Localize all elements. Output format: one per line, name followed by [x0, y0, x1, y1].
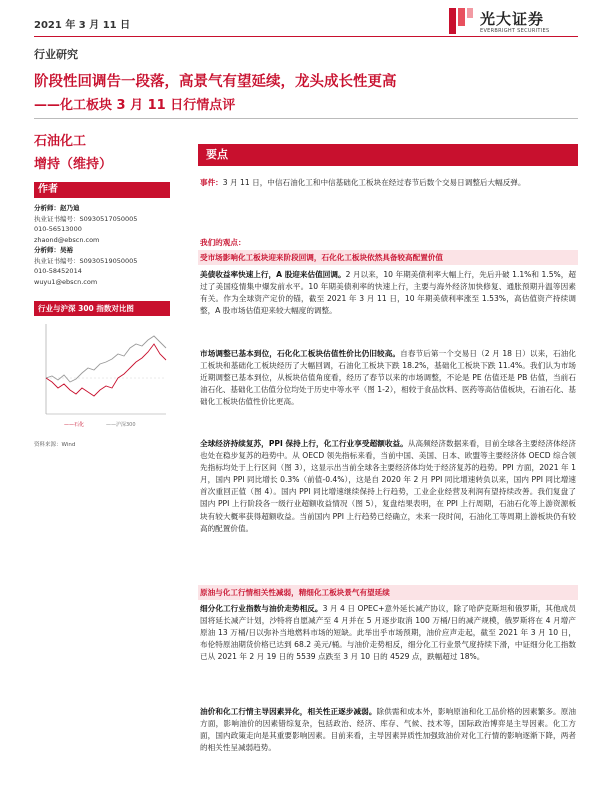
- chart-plot: [34, 318, 170, 438]
- report-subtitle: ——化工板块 3 月 11 日行情点评: [34, 98, 236, 113]
- paragraph-text: 3 月 4 日 OPEC+意外延长减产协议，除了哈萨克斯坦和俄罗斯，其他成员国将延长减产计划，沙特将自愿减产至 4 月并在 5 月逐步取消 100 万桶/日的减产规模，俄罗斯将在 4 月增产原油 13 万桶/日以弥补当地燃料市场的短缺。此举出乎市场预期，油价应声走起，截至 2021 年 3 月 10 日，布伦特原油期货价格已达到 68.2 美元/桶。与油价走势相反，细分化工行业景气度持续下滑，中证细分化工指数已从 2021 年 2 月 19 日的 5539 点跌至 3 月 10 日的 4529 点，跌幅超过 18%。: [200, 604, 576, 662]
- views-heading: 我们的观点：: [200, 238, 246, 247]
- event-label: 事件：: [200, 178, 223, 187]
- analyst-email[interactable]: wuyu1@ebscn.com: [34, 277, 98, 286]
- doc-type: 行业研究: [34, 48, 78, 61]
- subsection-heading-2: 原油与化工行情相关性减弱，精细化工板块景气有望延续: [198, 585, 578, 600]
- paragraph-lead: 美债收益率快速上行，A 股迎来估值回调。: [200, 270, 346, 279]
- paragraph-4: [200, 603, 576, 663]
- company-logo: [448, 6, 578, 40]
- event-text: 3 月 11 日，中信石油化工和中信基础化工板块在经过春节后数个交易日调整后大幅反弹。: [222, 178, 526, 187]
- paragraph-2: [200, 348, 576, 408]
- subsection-heading-1: 受市场影响化工板块迎来阶段回调，石化化工板块依然具备较高配置价值: [198, 250, 578, 265]
- chart-legend-csi300: ——沪深300: [106, 422, 136, 428]
- chart-series-petrochem: [46, 344, 166, 396]
- paragraph-lead: 全球经济持续复苏，PPI 保持上行，化工行业享受超额收益。: [200, 439, 408, 448]
- analyst-phone: 010-56513000: [34, 225, 82, 233]
- paragraph-lead: 细分化工行业指数与油价走势相反。: [200, 604, 323, 613]
- analyst-license: 执业证书编号：S0930519050005: [34, 256, 138, 265]
- paragraph-text: 自春节后第一个交易日（2 月 18 日）以来，石油化工板块和基础化工板块经历了大幅回调，石油化工板块下跌 18.2%，基础化工板块下跌 11.4%。我们认为市场近期调整已基本到位，从板块估值角度看，经历了春节以来的市场调整，不论是 PE 估值还是 PB 估值，当前石油石化、基础化工估值分位均处于历史中等水平（图 1-2），相较于食品饮料、医药等高估值板块，石油石化、基础化工板块估值性价比更高。: [200, 349, 577, 407]
- chart-series-csi300: [46, 336, 166, 382]
- chart-source: 资料来源：Wind: [34, 442, 76, 448]
- report-title: 阶段性回调告一段落，高景气有望延续，龙头成长性更高: [34, 74, 397, 90]
- sector-name: 石油化工: [34, 134, 87, 149]
- logo-text-en: EVERBRIGHT SECURITIES: [480, 28, 550, 34]
- paragraph-lead: 市场调整已基本到位，石化化工板块估值性价比仍旧较高。: [200, 349, 401, 358]
- chart-legend-petrochem: ——石化: [64, 422, 85, 428]
- analyst-card: [34, 203, 170, 287]
- paragraph-3: [200, 438, 576, 535]
- logo-text-cn: 光大证券: [480, 10, 545, 28]
- section-header-key-points: 要点: [198, 144, 578, 166]
- report-date: 2021 年 3 月 11 日: [34, 20, 131, 31]
- paragraph-lead: 油价和化工行情主导因素异化，相关性正逐步减弱。: [200, 707, 377, 716]
- title-divider: [34, 118, 578, 119]
- rating: 增持（维持）: [34, 157, 113, 172]
- paragraph-text: 除供需和成本外，影响原油和化工品价格的因素繁多。原油方面，影响油价的因素错综复杂，包括政治、经济、库存、气候、技术等，国际政治博弈是主导因素。化工方面，国内政策走向是其重要影响因素。目前来看，主导因素异质性加强致油价对化工行情的影响逐渐下降，两者的相关性呈减弱趋势。: [200, 707, 577, 753]
- paragraph-text: 2 月以来，10 年期美债利率大幅上行，先后升破 1.1%和 1.5%，超过了美国疫情集中爆发前水平。10 年期美债利率的快速上行，主要与海外经济加快修复、通胀预期升温等因素有关。作为全球资产定价的锚，截至 2021 年 3 月 11 日，10 年期美债利率涨至 1.53%，高估值资产持续调整，A 股市场估值迎来较大幅度的调整。: [200, 270, 576, 316]
- header-divider: [34, 36, 578, 37]
- index-comparison-chart: [34, 301, 170, 448]
- chart-title: 行业与沪深 300 指数对比图: [34, 301, 170, 316]
- analyst-name: 分析师：吴裕: [34, 246, 73, 254]
- paragraph-text: 从高频经济数据来看，目前全球各主要经济体经济也处在稳步复苏的趋势中。从 OECD 领先指标来看，当前中国、美国、日本、欧盟等主要经济体 OECD 综合领先指标均处于上行区间（图 3），这显示出当前全球各主要经济体均处于经济复苏的趋势。PPI 方面，2021 年 1 月，国内 PPI 同比增长 0.3%（前值-0.4%），这是自 2020 年 2 月 PPI 同比增速转负以来，国内 PPI 同比增速首次重回正值（图 4）。国内 PPI 同比增速继续保持上行趋势，工业企业经营及利润有望持续改善。我们复盘了国内 PPI 上行阶段各一级行业超额收益情况（图 5），复盘结果表明，在 PPI 上行周期，石油石化等上游资源板块有较大概率获得超额收益。当前国内 PPI 上行趋势已经确立，未来一段时间，石油化工等周期上游板块仍有较高的配置价值。: [200, 439, 576, 533]
- analyst-name: 分析师：赵乃迪: [34, 204, 80, 212]
- paragraph-5: [200, 706, 576, 754]
- authors-header: 作者: [34, 182, 170, 198]
- everbright-logo-icon: [448, 6, 474, 36]
- analyst-license: 执业证书编号：S0930517050005: [34, 214, 138, 223]
- analyst-email[interactable]: zhaond@ebscn.com: [34, 235, 100, 244]
- sidebar: [34, 130, 170, 448]
- event-paragraph: [200, 177, 576, 189]
- paragraph-1: [200, 269, 576, 317]
- analyst-phone: 010-58452014: [34, 267, 82, 275]
